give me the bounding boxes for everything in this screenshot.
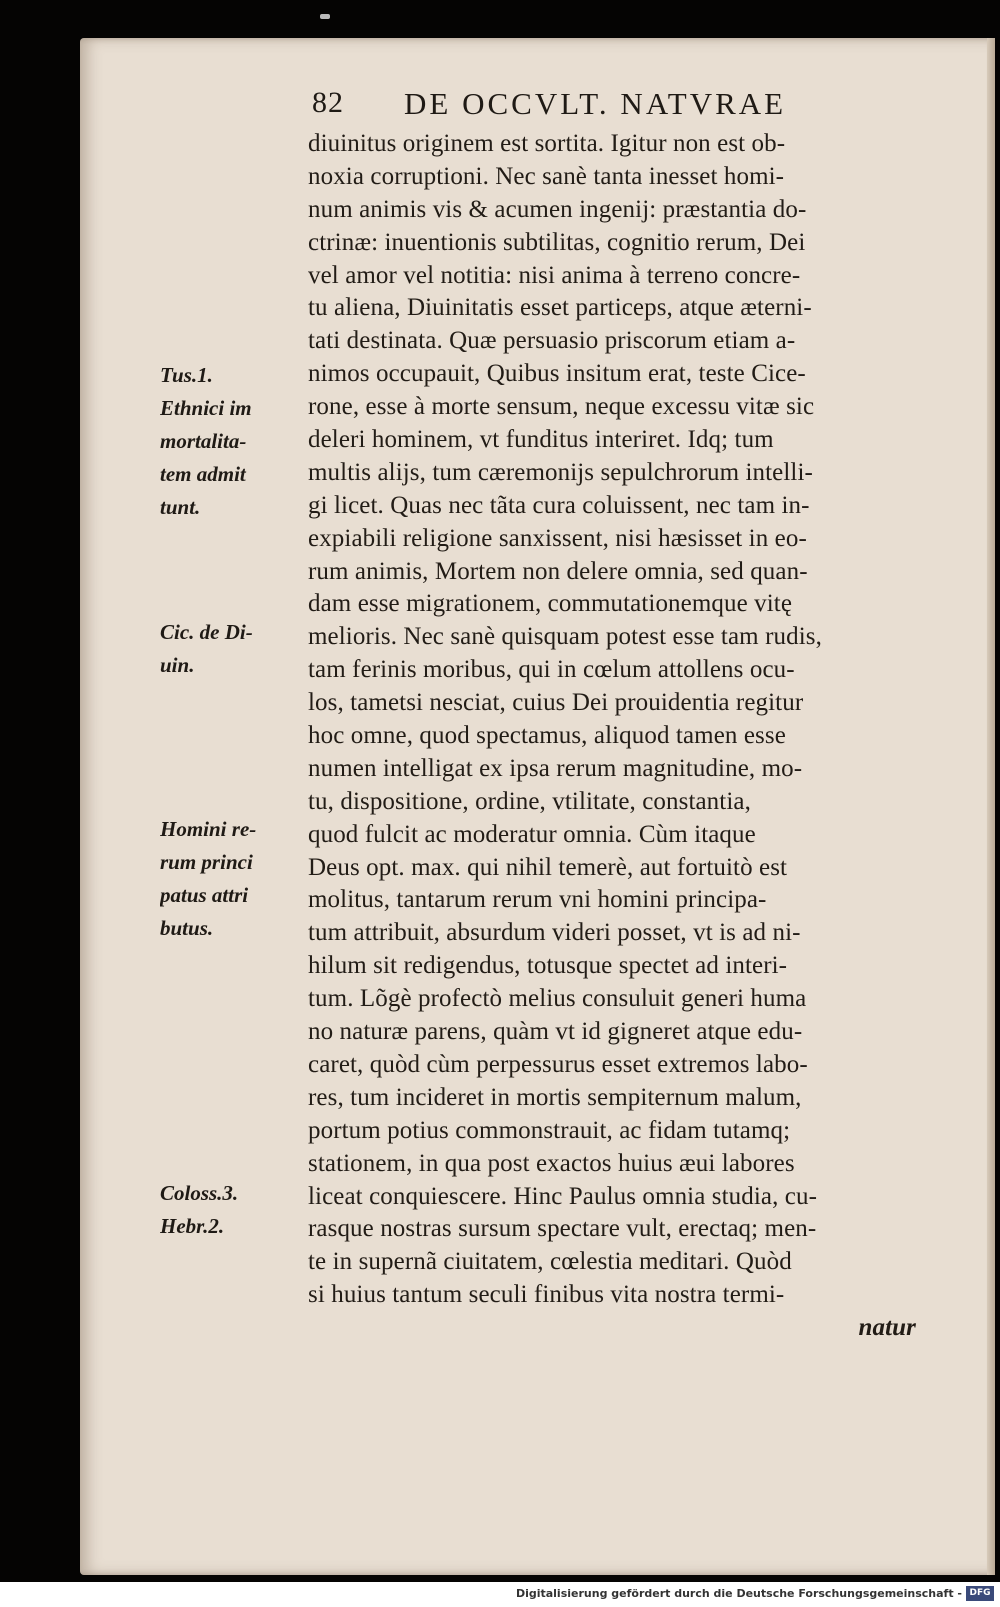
text-line: no naturæ parens, quàm vt id gigneret atque edu- bbox=[308, 1018, 803, 1046]
text-line: numen intelligat ex ipsa rerum magnitudine, mo- bbox=[308, 754, 803, 782]
marginal-note-line: Hebr.2. bbox=[160, 1213, 225, 1238]
marginal-note-line: tem admit bbox=[160, 461, 246, 486]
text-line: tam ferinis moribus, qui in cœlum attollens ocu- bbox=[308, 656, 795, 684]
marginal-note-ethnici bbox=[160, 359, 308, 523]
marginal-note-coloss bbox=[160, 1177, 308, 1243]
body-text bbox=[308, 128, 928, 1345]
text-line: tum attribuit, absurdum videri posset, vt is ad ni- bbox=[308, 919, 801, 947]
marginal-note-line: Coloss.3. bbox=[160, 1181, 239, 1205]
text-line: rum animis, Mortem non delere omnia, sed quan- bbox=[308, 557, 808, 585]
marginal-note-line: Cic. de Di- bbox=[160, 620, 253, 644]
marginal-note-cicero bbox=[160, 616, 308, 682]
marginal-note-line: butus. bbox=[160, 915, 214, 940]
text-line: ctrinæ: inuentionis subtilitas, cognitio rerum, Dei bbox=[308, 228, 806, 256]
text-line: Deus opt. max. qui nihil temerè, aut fortuitò est bbox=[308, 853, 788, 881]
running-head: DE OCCVLT. NATVRAE bbox=[404, 86, 787, 121]
text-line: caret, quòd cùm perpessurus esset extremos labo- bbox=[308, 1050, 808, 1078]
text-line: tum. Lõgè profectò melius consuluit generi huma bbox=[308, 985, 807, 1013]
text-line: tati destinata. Quæ persuasio priscorum etiam a- bbox=[308, 327, 796, 355]
text-line: dam esse migrationem, commutationemque vitę bbox=[308, 590, 793, 618]
text-line: hilum sit redigendus, totusque spectet ad interi- bbox=[308, 952, 788, 980]
text-line: molitus, tantarum rerum vni homini principa- bbox=[308, 886, 767, 914]
text-line: res, tum incideret in mortis sempiternum malum, bbox=[308, 1083, 802, 1111]
marginal-note-line: patus attri bbox=[160, 882, 249, 907]
catchword: natur bbox=[858, 1314, 916, 1342]
text-line: gi licet. Quas nec tãta cura coluissent, nec tam in- bbox=[308, 491, 810, 519]
page-edge bbox=[987, 38, 995, 1575]
text-line: rasque nostras sursum spectare vult, erectaq; men- bbox=[308, 1215, 817, 1243]
text-line: hoc omne, quod spectamus, aliquod tamen esse bbox=[308, 722, 786, 750]
text-line: si huius tantum seculi finibus vita nostra termi- bbox=[308, 1281, 785, 1309]
dfg-logo: DFG bbox=[966, 1586, 994, 1601]
marginal-note-line: uin. bbox=[160, 652, 195, 677]
text-line: num animis vis & acumen ingenij: præstantia do- bbox=[308, 195, 807, 223]
marginal-note-line: mortalita- bbox=[160, 428, 247, 453]
page-header bbox=[312, 86, 892, 126]
marginal-note-line: tunt. bbox=[160, 494, 201, 519]
text-line: los, tametsi nesciat, cuius Dei prouidentia regitur bbox=[308, 689, 804, 717]
page-number: 82 bbox=[312, 86, 344, 119]
text-line: quod fulcit ac moderatur omnia. Cùm itaque bbox=[308, 820, 756, 848]
scan-mark bbox=[320, 14, 330, 19]
marginal-note-line: Homini re- bbox=[160, 817, 257, 841]
text-line: melioris. Nec sanè quisquam potest esse tam rudis, bbox=[308, 623, 822, 651]
footer-credit: Digitalisierung gefördert durch die Deutsche Forschungsgemeinschaft - bbox=[515, 1587, 962, 1600]
marginal-note-line: Tus.1. bbox=[160, 363, 213, 387]
text-line: multis alijs, tum cæremonijs sepulchrorum intelli- bbox=[308, 458, 813, 486]
text-line: stationem, in qua post exactos huius æui labores bbox=[308, 1149, 795, 1177]
text-line: nimos occupauit, Quibus insitum erat, teste Cice- bbox=[308, 360, 806, 388]
text-line: liceat conquiescere. Hinc Paulus omnia studia, cu- bbox=[308, 1182, 818, 1210]
text-line: tu, dispositione, ordine, vtilitate, constantia, bbox=[308, 787, 751, 815]
text-line: expiabili religione sanxissent, nisi hæsisset in eo- bbox=[308, 524, 807, 552]
text-line: te in supernã ciuitatem, cœlestia meditari. Quòd bbox=[308, 1248, 792, 1276]
text-line: rone, esse à morte sensum, neque excessu vitæ sic bbox=[308, 393, 815, 421]
text-line: vel amor vel notitia: nisi anima à terreno concre- bbox=[308, 261, 801, 289]
marginal-note-line: Ethnici im bbox=[160, 395, 252, 420]
footer-bar bbox=[0, 1582, 1000, 1607]
marginal-note-line: rum princi bbox=[160, 849, 253, 874]
marginal-note-homini bbox=[160, 813, 308, 945]
text-line: tu aliena, Diuinitatis esset particeps, atque æterni- bbox=[308, 294, 812, 322]
text-line: deleri hominem, vt funditus interiret. Idq; tum bbox=[308, 426, 774, 454]
text-line: noxia corruptioni. Nec sanè tanta inesset homi- bbox=[308, 162, 785, 190]
text-line: diuinitus originem est sortita. Igitur non est ob- bbox=[308, 130, 786, 157]
text-line: portum potius commonstrauit, ac fidam tutamq; bbox=[308, 1116, 791, 1144]
